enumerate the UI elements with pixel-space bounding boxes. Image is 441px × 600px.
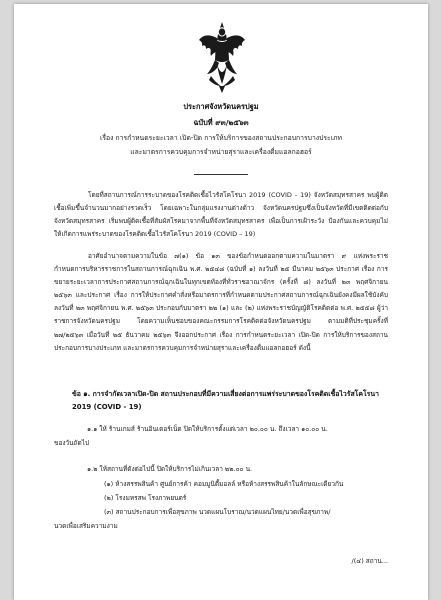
sub-list-item: (๒) โรงมหรสพ โรงภาพยนตร์ — [104, 494, 187, 502]
paragraph-background: โดยที่สถานการณ์การระบาดของโรคติดเชื้อไวรัสโคโรนา 2019 (COVID - 19) จังหวัดสมุทรสาคร พบผู้ติดเชื้อเพิ่มขึ้นจำนวนมากอย่างรวดเร็ว โดยเฉพาะในกลุ่มแรงงานต่างด้าว จังหวัดนครปฐมซึ่งเป็นจังหวัดที่มีเขตติดต่อกับจังหวัดสมุทรสาคร เริ่มพบผู้ติดเชื้อที่สัมผัสโรคมาจากพื้นที่จังหวัดสมุทรสาคร เพื่อเป็นการเฝ้าระวัง ป้องกันและควบคุมไม่ให้เกิดการแพร่ระบาดของโรคติดเชื้อไวรัสโคโรนา 2019 (COVID – 19) — [54, 191, 388, 239]
sub-list-item: (๑) ห้างสรรพสินค้า ศูนย์การค้า คอมมูนิตี้มอลล์ หรือห้างสรรพสินค้าในลักษณะเดียวกัน — [104, 480, 344, 488]
garuda-emblem-icon — [197, 20, 247, 94]
sub-list-item-continuation: นวดเพื่อเสริมความงาม — [54, 522, 118, 530]
subject-line: และมาตรการควบคุมการจำหน่ายสุราและเครื่องดื่มแอลกอฮอร์ — [130, 147, 312, 156]
list-item-continuation: ของวันถัดไป — [54, 439, 90, 447]
document-page — [14, 4, 428, 600]
title-divider — [194, 174, 248, 175]
sub-list-item: (๓) สถานประกอบการเพื่อสุขภาพ นวดแผนโบราณ/นวดแผนไทย/นวดเพื่อสุขภาพ/ — [104, 508, 331, 516]
document-number: ฉบับที่ ๙๓/๒๕๖๓ — [193, 118, 249, 127]
document-title: ประกาศจังหวัดนครปฐม — [183, 102, 259, 111]
list-item: ๑.๑ ให้ ร้านเกมส์ ร้านอินเตอร์เน็ต ปิดให้บริการตั้งแต่เวลา ๒๐.๐๐ น. ถึงเวลา ๑๐.๐๐ น. — [87, 425, 328, 433]
document-subject — [78, 132, 364, 159]
section-heading: ข้อ ๑. การจำกัดเวลาเปิด-ปิด สถานประกอบที่มีความเสี่ยงต่อการแพร่ระบาดของโรคติดเชื้อไวรัสโคโรนา 2019 (COVID - 19) — [72, 390, 379, 412]
paragraph-legal-authority: อาศัยอำนาจตามความในข้อ ๗(๑) ข้อ ๑๓ ของข้อกำหนดออกตามความในมาตรา ๙ แห่งพระราชกำหนดการบริหารราชการในสถานการณ์ฉุกเฉิน พ.ศ. ๒๕๔๘ (ฉบับที่ ๑) ลงวันที่ ๒๕ มีนาคม ๒๕๖๓ ประกาศ เรื่อง การขยายระยะเวลาการประกาศสถานการณ์ฉุกเฉินในทุกเขตท้องที่ทั่วราชอาณาจักร (ครั้งที่ ๘) ลงวันที่ ๒๓ พฤศจิกายน ๒๕๖๓ และประกาศ เรื่อง การให้ประกาศคำสั่งหรือมาตรการที่กำหนดตามประกาศสถานการณ์ฉุกเฉินยังคงมีผลใช้บังคับ ลงวันที่ ๒๓ พฤศจิกายน พ.ศ. ๒๕๖๓ ประกอบกับมาตรา ๒๒ (๑) และ (๒) แห่งพระราชบัญญัติโรคติดต่อ พ.ศ. ๒๕๕๘ ผู้ว่าราชการจังหวัดนครปฐม โดยความเห็นชอบของคณะกรรมการโรคติดต่อจังหวัดนครปฐม ตามมติที่ประชุมครั้งที่ ๒๗/๒๕๖๓ เมื่อวันที่ ๒๕ ธันวาคม ๒๕๖๓ จึงออกประกาศ เรื่อง การกำหนดระยะเวลา เปิด-ปิด การให้บริการของสถานประกอบการบางประเภท และมาตรการควบคุมการจำหน่ายสุราและเครื่องดื่มแอลกอฮอร์ ดังนี้ — [54, 252, 388, 352]
page-continuation: /(๔) สถาน... — [351, 557, 388, 565]
list-item: ๑.๒ ให้สถานที่ดังต่อไปนี้ ปิดให้บริการไม่เกินเวลา ๒๒.๐๐ น. — [87, 465, 253, 473]
subject-line: เรื่อง การกำหนดระยะเวลา เปิด-ปิด การให้บริการของสถานประกอบการบางประเภท — [100, 134, 342, 142]
